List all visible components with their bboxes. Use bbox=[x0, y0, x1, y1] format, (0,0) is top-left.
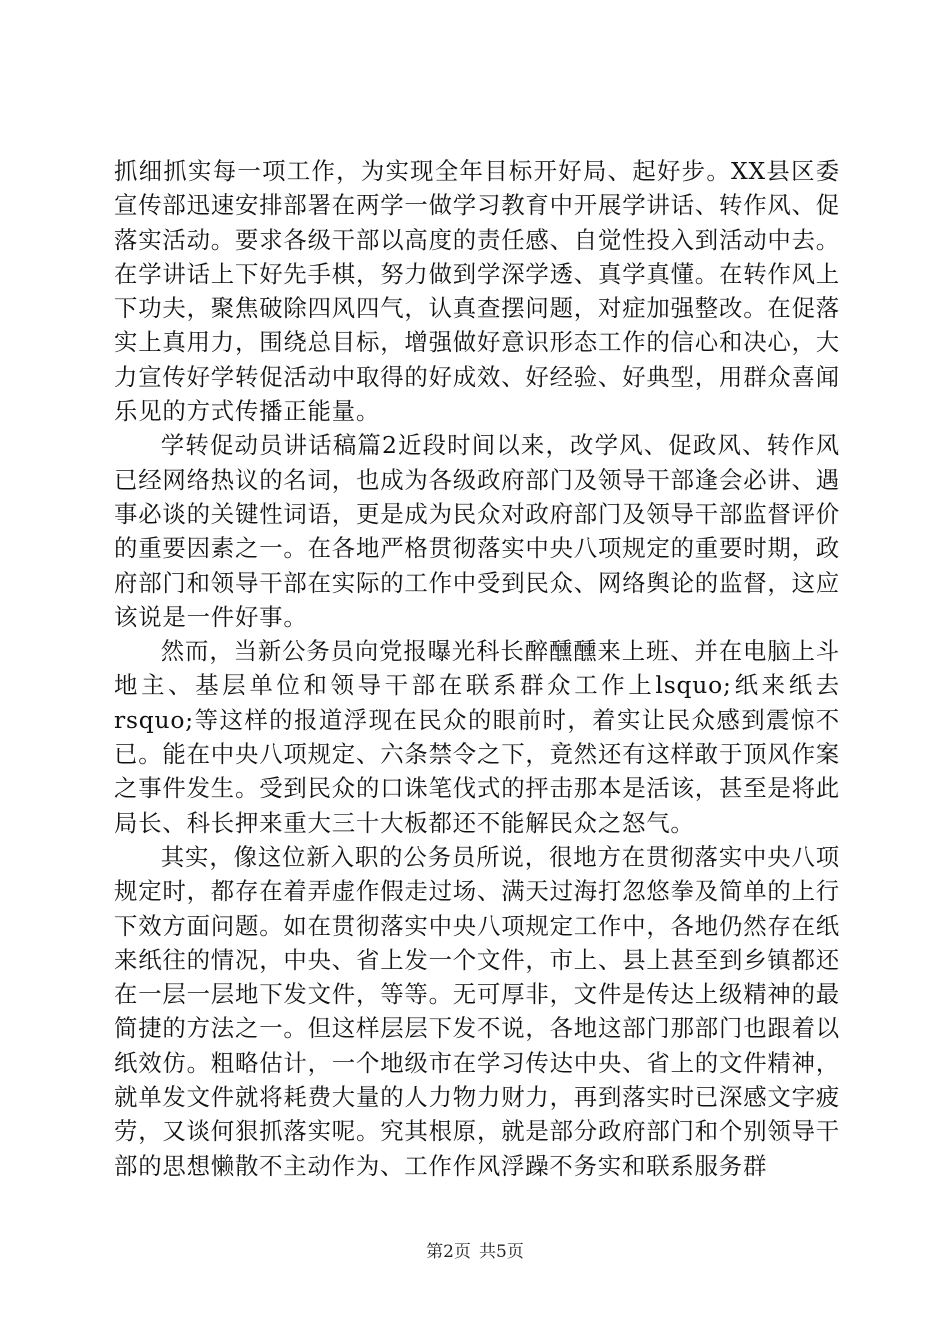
paragraph-1: 抓细抓实每一项工作，为实现全年目标开好局、起好步。XX县区委宣传部迅速安排部署在两学一做学习教育中开展学讲话、转作风、促落实活动。要求各级干部以高度的责任感、自觉性投入到活动中去。在学讲话上下好先手棋，努力做到学深学透、真学真懂。在转作风上下功夫，聚焦破除四风四气，认真查摆问题，对症加强整改。在促落实上真用力，围绕总目标，增强做好意识形态工作的信心和决心，大力宣传好学转促活动中取得的好成效、好经验、好典型，用群众喜闻乐见的方式传播正能量。 bbox=[114, 157, 840, 426]
page-total: 共5页 bbox=[479, 1242, 524, 1262]
page-number: 第2页 bbox=[426, 1242, 471, 1262]
page-footer bbox=[0, 1241, 950, 1263]
document-body bbox=[114, 154, 840, 1183]
paragraph-4: 其实，像这位新入职的公务员所说，很地方在贯彻落实中央八项规定时，都存在着弄虚作假走过场、满天过海打忽悠拳及简单的上行下效方面问题。如在贯彻落实中央八项规定工作中，各地仍然存在纸来纸往的情况，中央、省上发一个文件，市上、县上甚至到乡镇都还在一层一层地下发文件，等等。无可厚非，文件是传达上级精神的最简捷的方法之一。但这样层层下发不说，各地这部门那部门也跟着以纸效仿。粗略估计，一个地级市在学习传达中央、省上的文件精神，就单发文件就将耗费大量的人力物力财力，再到落实时已深感文字疲劳，又谈何狠抓落实呢。究其根原，就是部分政府部门和个别领导干部的思想懒散不主动作为、工作作风浮躁不务实和联系服务群 bbox=[114, 842, 840, 1180]
paragraph-3: 然而，当新公务员向党报曝光科长醉醺醺来上班、并在电脑上斗地主、基层单位和领导干部在联系群众工作上lsquo;纸来纸去rsquo;等这样的报道浮现在民众的眼前时，着实让民众感到震惊不已。能在中央八项规定、六条禁令之下，竟然还有这样敢于顶风作案之事件发生。受到民众的口诛笔伐式的抨击那本是活该，甚至是将此局长、科长押来重大三十大板都还不能解民众之怒气。 bbox=[114, 637, 840, 837]
paragraph-2: 学转促动员讲话稿篇2近段时间以来，改学风、促政风、转作风已经网络热议的名词，也成为各级政府部门及领导干部逢会必讲、遇事必谈的关键性词语，更是成为民众对政府部门及领导干部监督评价的重要因素之一。在各地严格贯彻落实中央八项规定的重要时期，政府部门和领导干部在实际的工作中受到民众、网络舆论的监督，这应该说是一件好事。 bbox=[114, 431, 840, 631]
